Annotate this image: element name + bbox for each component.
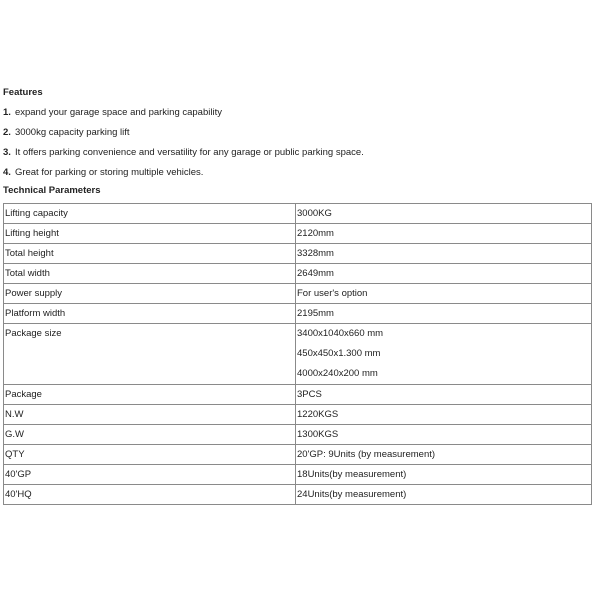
- feature-item: [3, 146, 591, 160]
- technical-parameters-table: [3, 203, 592, 505]
- param-label: Package: [4, 385, 296, 405]
- table-row: [4, 445, 592, 465]
- param-label: Power supply: [4, 284, 296, 304]
- param-label: Lifting capacity: [4, 204, 296, 224]
- feature-number: 2.: [3, 127, 11, 138]
- table-row: [4, 324, 592, 385]
- feature-number: 1.: [3, 107, 11, 118]
- param-value: 1300KGS: [296, 425, 592, 445]
- feature-text: It offers parking convenience and versatility for any garage or public parking space.: [14, 147, 364, 158]
- param-label: Package size: [4, 324, 296, 385]
- param-value-multi: [296, 324, 592, 385]
- feature-text: Great for parking or storing multiple vehicles.: [14, 167, 204, 178]
- param-label: Total width: [4, 264, 296, 284]
- param-value: 2649mm: [296, 264, 592, 284]
- param-value: 1220KGS: [296, 405, 592, 425]
- param-label: Platform width: [4, 304, 296, 324]
- feature-text: 3000kg capacity parking lift: [14, 127, 130, 138]
- param-label: G.W: [4, 425, 296, 445]
- param-label: 40'GP: [4, 465, 296, 485]
- param-value: 20'GP: 9Units (by measurement): [296, 445, 592, 465]
- table-row: [4, 425, 592, 445]
- table-row: [4, 405, 592, 425]
- table-row: [4, 224, 592, 244]
- table-row: [4, 304, 592, 324]
- param-value: 2195mm: [296, 304, 592, 324]
- param-value: 24Units(by measurement): [296, 485, 592, 505]
- param-label: Total height: [4, 244, 296, 264]
- product-description: [3, 86, 591, 505]
- table-row: [4, 385, 592, 405]
- table-row: [4, 465, 592, 485]
- feature-item: [3, 166, 591, 180]
- table-row: [4, 264, 592, 284]
- param-value: For user's option: [296, 284, 592, 304]
- param-label: N.W: [4, 405, 296, 425]
- param-value: 3328mm: [296, 244, 592, 264]
- table-row: [4, 284, 592, 304]
- param-label: Lifting height: [4, 224, 296, 244]
- feature-text: expand your garage space and parking capability: [14, 107, 222, 118]
- table-row: [4, 485, 592, 505]
- features-heading: Features: [3, 87, 43, 98]
- feature-item: [3, 126, 591, 140]
- package-size-value: 450x450x1.300 mm: [297, 348, 381, 359]
- param-label: 40'HQ: [4, 485, 296, 505]
- package-size-value: 3400x1040x660 mm: [297, 328, 384, 339]
- param-value: 18Units(by measurement): [296, 465, 592, 485]
- param-value: 3000KG: [296, 204, 592, 224]
- table-row: [4, 244, 592, 264]
- param-value: 2120mm: [296, 224, 592, 244]
- param-value: 3PCS: [296, 385, 592, 405]
- package-size-value: 4000x240x200 mm: [297, 368, 378, 379]
- technical-parameters-heading: Technical Parameters: [3, 185, 101, 196]
- param-label: QTY: [4, 445, 296, 465]
- table-row: [4, 204, 592, 224]
- feature-number: 4.: [3, 167, 11, 178]
- feature-item: [3, 106, 591, 120]
- feature-number: 3.: [3, 147, 11, 158]
